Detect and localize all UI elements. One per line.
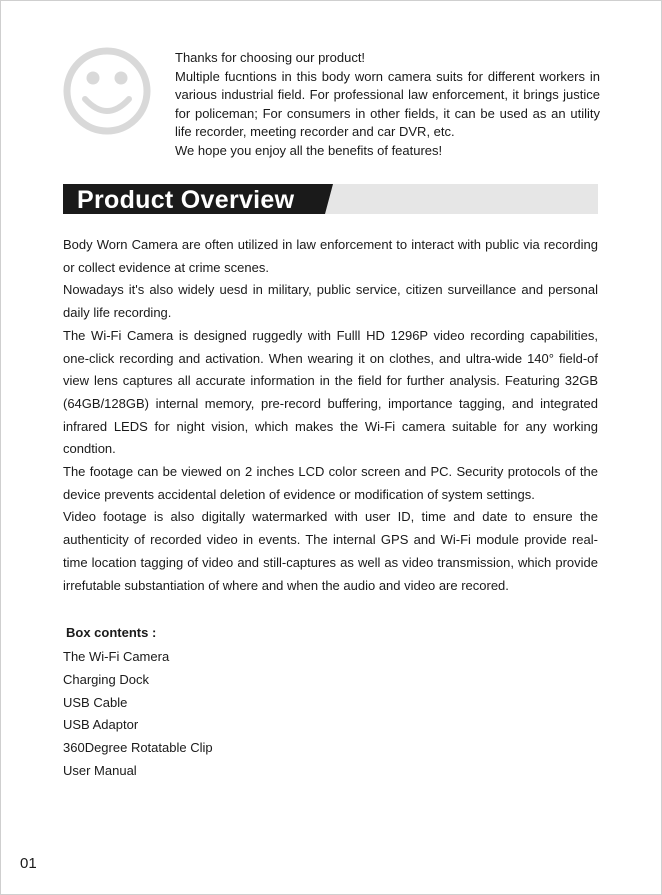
paragraph: Video footage is also digitally watermarked with user ID, time and date to ensure the authenticity of recorded video in events. The internal GPS and Wi-Fi module provide real-time location tagging of video and still-captures as well as video transmission, which provide irrefutable substantiation of where and when the audio and video are recored. — [63, 509, 598, 593]
box-contents-list — [63, 646, 213, 783]
intro-line-thanks: Thanks for choosing our product! — [175, 50, 366, 65]
list-item: USB Adaptor — [63, 717, 139, 733]
paragraph: Body Worn Camera are often utilized in law enforcement to interact with public via recording or collect evidence at crime scenes. — [63, 237, 598, 275]
list-item: USB Cable — [63, 694, 128, 710]
smiley-left-eye — [87, 72, 100, 85]
section-title: Product Overview — [77, 186, 295, 214]
list-item: 360Degree Rotatable Clip — [63, 740, 213, 756]
intro-line-description: Multiple fucntions in this body worn camera suits for different workers in various industrial field. For professional law enforcement, it brings justice for policeman; For consumers in other fields, it can be used as an utility life recorder, meeting recorder and car DVR, etc. — [175, 68, 600, 140]
intro-text — [175, 49, 600, 161]
paragraph: The Wi-Fi Camera is designed ruggedly with Fulll HD 1296P video recording capabilities, one-click recording and activation. When wearing it on clothes, and ultra-wide 140° field-of view lens captures all accurate information in the field for further analysis. Featuring 32GB (64GB/128GB) internal memory, pre-record buffering, importance tagging, and integrated infrared LEDS for night vision, which makes the Wi-Fi camera suitable for any working condtion. — [63, 327, 598, 457]
smiley-outline — [67, 51, 147, 131]
smiley-right-eye — [115, 72, 128, 85]
list-item: User Manual — [63, 762, 137, 778]
smiley-face-icon — [63, 47, 151, 135]
paragraph: Nowadays it's also widely uesd in military, public service, citizen surveillance and personal daily life recording. — [63, 282, 598, 321]
section-header — [63, 184, 598, 214]
overview-body — [63, 234, 598, 597]
box-contents-title: Box contents : — [66, 625, 157, 640]
list-item: The Wi-Fi Camera — [63, 649, 170, 664]
intro-line-enjoy: We hope you enjoy all the benefits of features! — [175, 142, 443, 158]
list-item: Charging Dock — [63, 671, 149, 687]
smiley-mouth — [85, 99, 129, 111]
paragraph: The footage can be viewed on 2 inches LCD color screen and PC. Security protocols of the device prevents accidental deletion of evidence or modification of system settings. — [63, 464, 598, 502]
page-number: 01 — [20, 855, 37, 872]
